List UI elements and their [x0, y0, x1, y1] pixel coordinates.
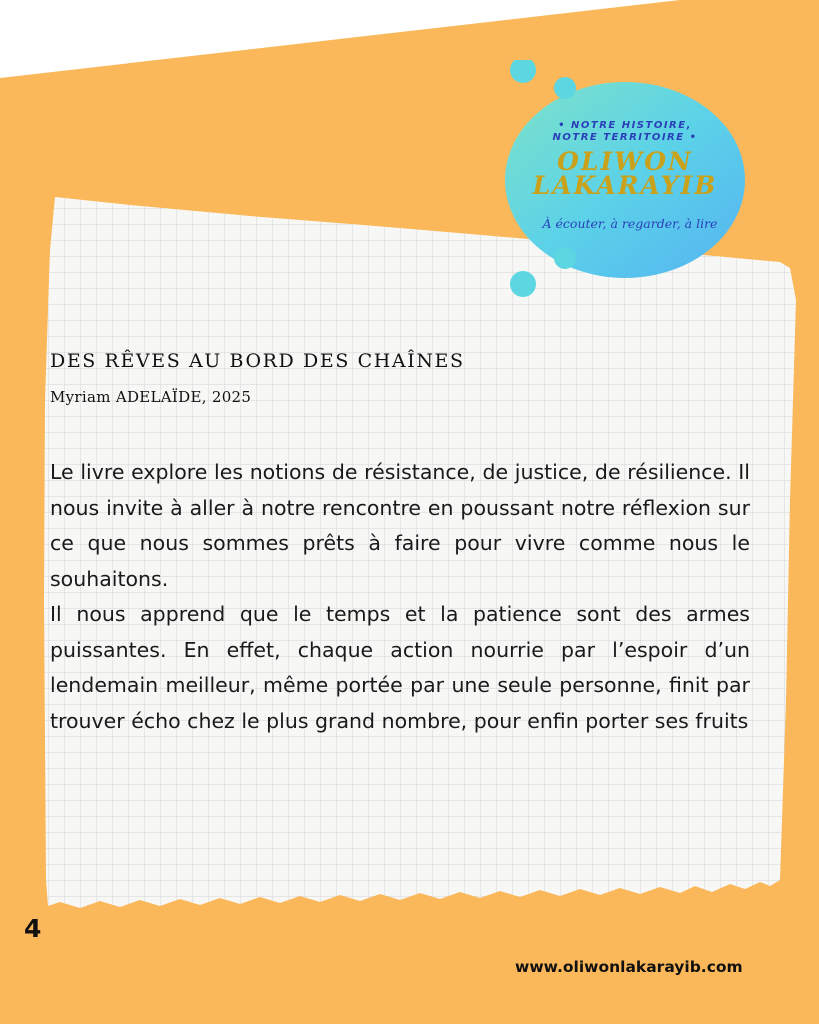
logo-tagline-line2: NOTRE TERRITOIRE • — [552, 132, 698, 143]
logo-name-line2: LAKARAYIB — [532, 171, 718, 200]
book-description — [50, 455, 750, 739]
book-title: DES RÊVES AU BORD DES CHAÎNES — [50, 350, 465, 372]
logo-subtitle: À écouter, à regarder, à lire — [542, 216, 718, 231]
book-author-year: Myriam ADELAÏDE, 2025 — [50, 388, 252, 406]
description-paragraph-2: Il nous apprend que le temps et la patience sont des armes puissantes. En effet, chaque action nourrie par l’espoir d’un lendemain meilleur, même portée par une seule personne, finit par trouver écho chez le plus grand nombre, pour enfin porter ses fruits — [50, 602, 750, 733]
logo-tagline — [535, 120, 715, 144]
description-paragraph-1: Le livre explore les notions de résistance, de justice, de résilience. Il nous invite à aller à notre rencontre en poussant notre réflexion sur ce que nous sommes prêts à faire pour vivre comme nous le souhaitons. — [50, 460, 750, 591]
logo-tagline-line1: • NOTRE HISTOIRE, — [558, 120, 692, 131]
logo-name — [525, 147, 725, 200]
oliwon-lakarayib-logo — [495, 60, 755, 300]
website-link[interactable]: www.oliwonlakarayib.com — [515, 958, 743, 976]
page-number: 4 — [24, 914, 42, 943]
logo-name-line1: OLIWON — [557, 147, 693, 176]
